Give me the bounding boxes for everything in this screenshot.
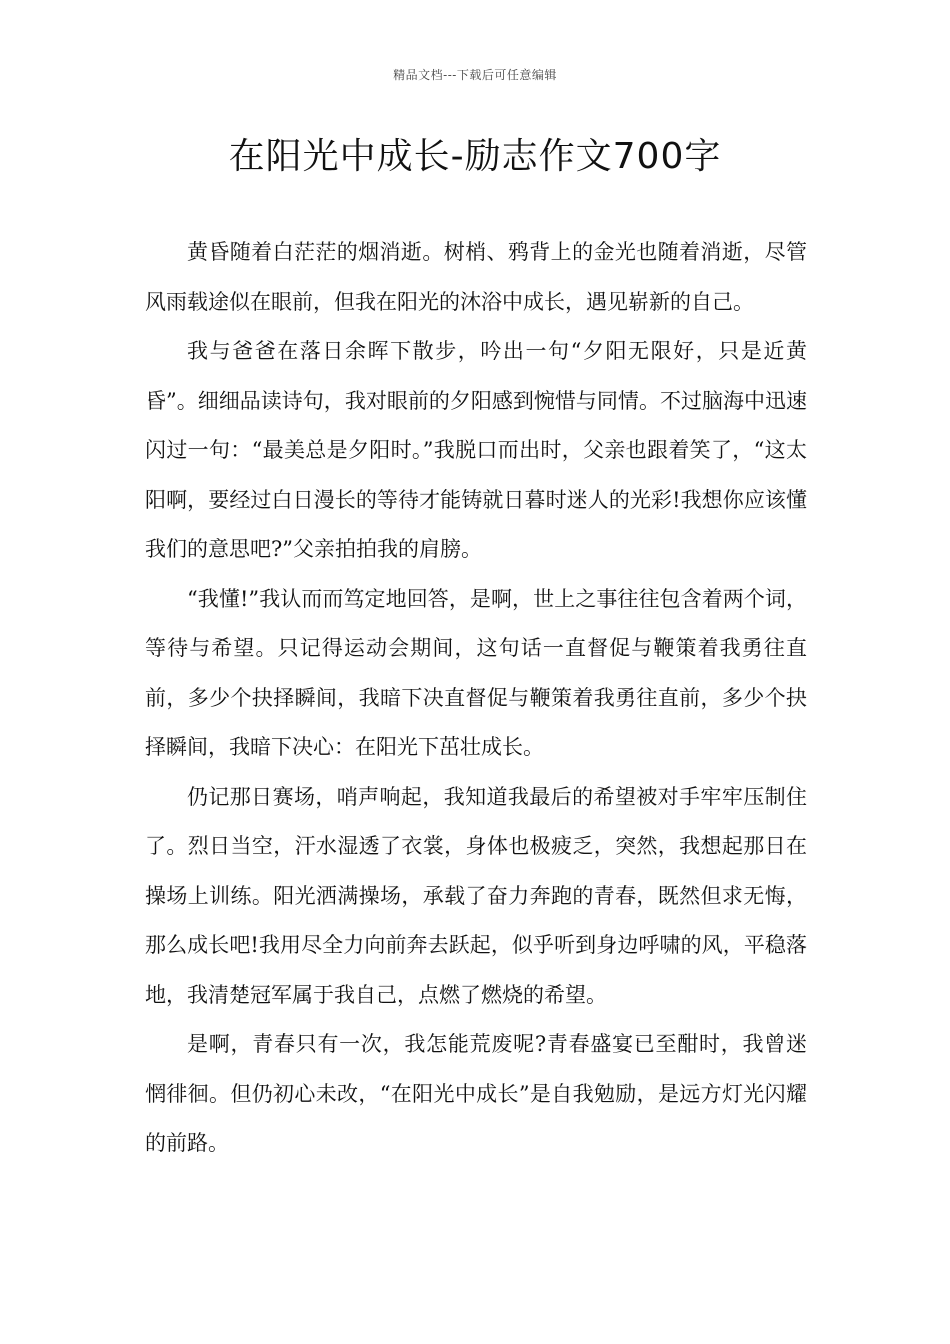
paragraph: “我懂!”我认而而笃定地回答，是啊，世上之事往往包含着两个词，等待与希望。只记得运动会期间，这句话一直督促与鞭策着我勇往直前，多少个抉择瞬间，我暗下决直督促与鞭策着我勇往直前，多少个抉择瞬间，我暗下决心：在阳光下茁壮成长。: [145, 586, 807, 759]
paragraph: 是啊，青春只有一次，我怎能荒废呢?青春盛宴已至酣时，我曾迷惘徘徊。但仍初心未改，“在阳光中成长”是自我勉励，是远方灯光闪耀的前路。: [145, 1032, 807, 1155]
header-note: 精品文档---下载后可任意编辑: [393, 68, 557, 82]
paragraph: 仍记那日赛场，哨声响起，我知道我最后的希望被对手牢牢压制住了。烈日当空，汗水湿透了衣裳，身体也极疲乏，突然，我想起那日在操场上训练。阳光洒满操场，承载了奋力奔跑的青春，既然但求无悔，那么成长吧!我用尽全力向前奔去跃起，似乎听到身边呼啸的风，平稳落地，我清楚冠军属于我自己，点燃了燃烧的希望。: [145, 784, 807, 1007]
paragraph: 我与爸爸在落日余晖下散步，吟出一句“夕阳无限好，只是近黄昏”。细细品读诗句，我对眼前的夕阳感到惋惜与同情。不过脑海中迅速闪过一句：“最美总是夕阳时。”我脱口而出时，父亲也跟着笑了，“这太阳啊，要经过白日漫长的等待才能铸就日暮时迷人的光彩!我想你应该懂我们的意思吧?”父亲拍拍我的肩膀。: [145, 339, 807, 561]
paragraph: 黄昏随着白茫茫的烟消逝。树梢、鸦背上的金光也随着消逝，尽管风雨载途似在眼前，但我在阳光的沐浴中成长，遇见崭新的自己。: [145, 240, 807, 314]
document-title: 在阳光中成长-励志作文700字: [228, 136, 722, 177]
document-body: [145, 228, 807, 1169]
